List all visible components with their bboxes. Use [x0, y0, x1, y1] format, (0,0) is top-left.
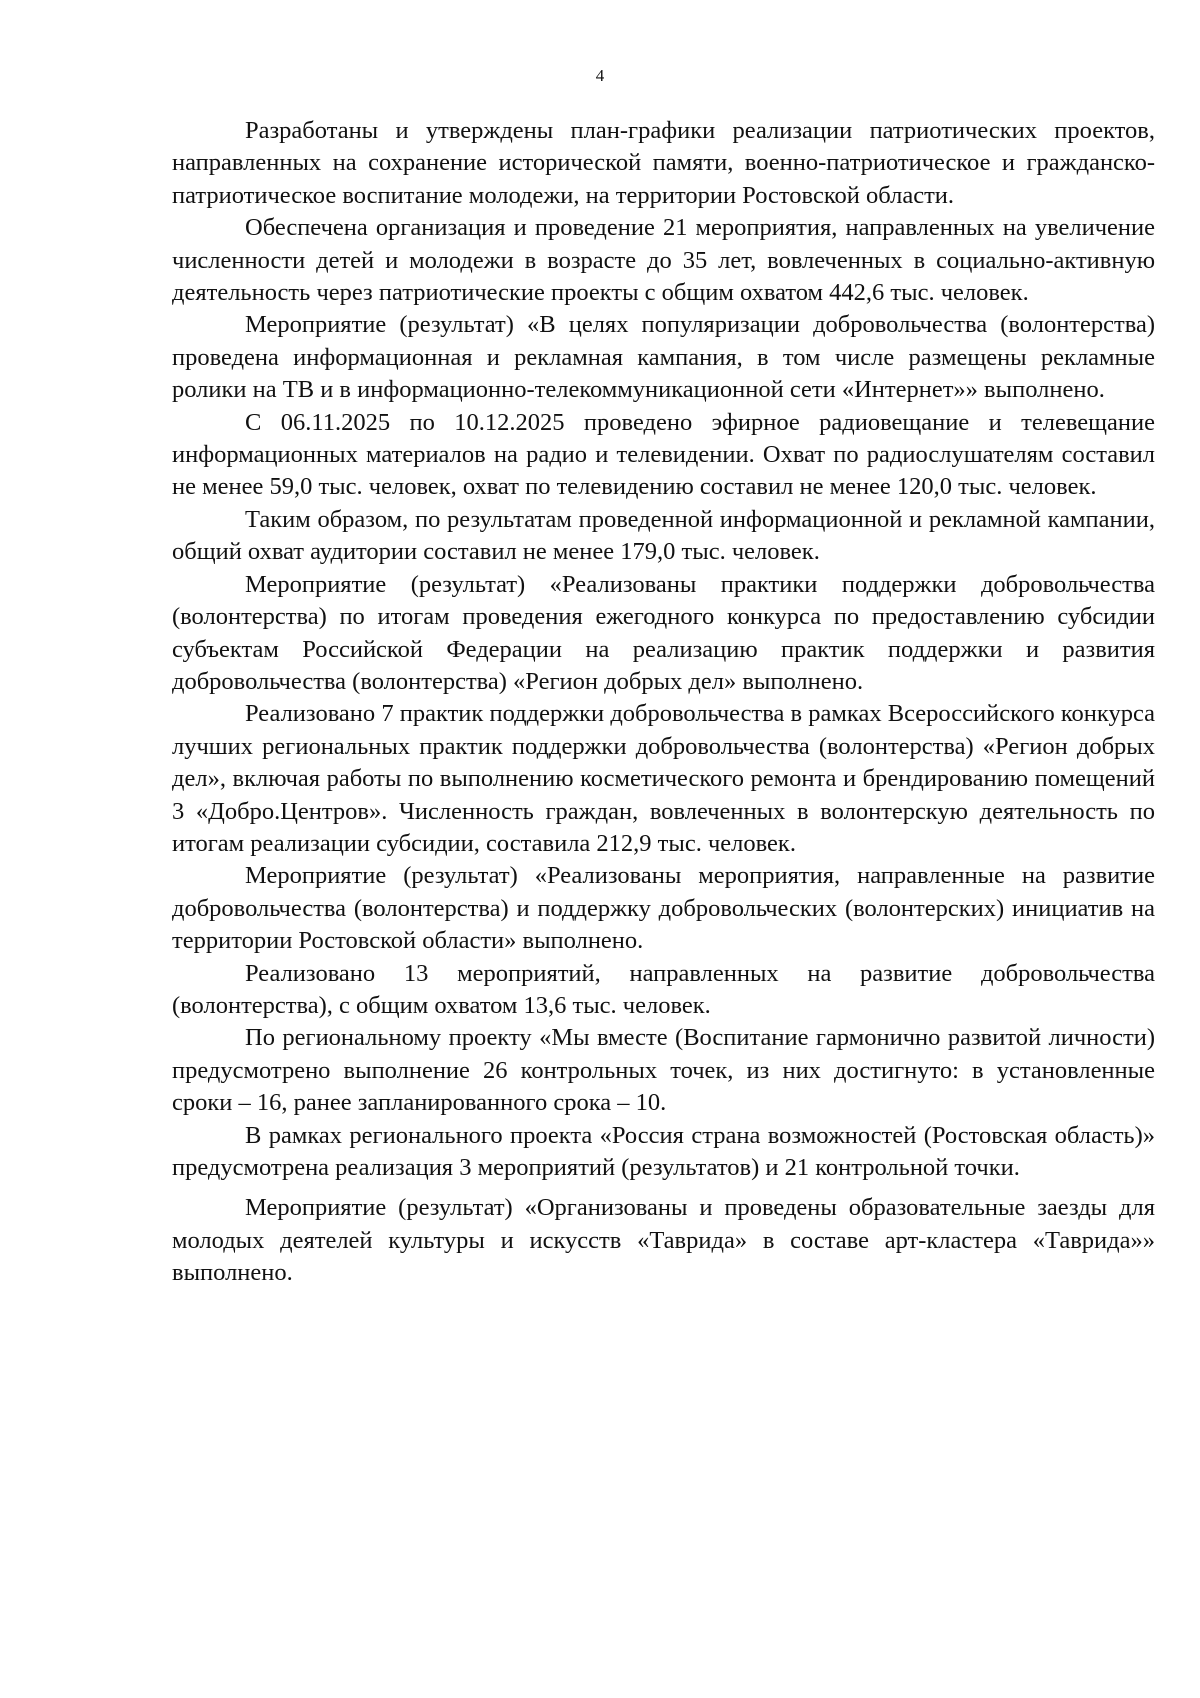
page-number: 4 — [595, 66, 605, 85]
paragraph-broadcasting: С 06.11.2025 по 10.12.2025 проведено эфирное радиовещание и телевещание информационных материалов на радио и телевидении. Охват по радиослушателям составил не менее 59,0 тыс. человек, охват по телевидению составил не менее 120,0 тыс. человек. — [172, 408, 1155, 501]
paragraph-audience-total: Таким образом, по результатам проведенной информационной и рекламной кампании, общий охват аудитории составил не менее 179,0 тыс. человек. — [172, 505, 1155, 566]
paragraph-volunteer-practices: Мероприятие (результат) «Реализованы практики поддержки добровольчества (волонтерства) по итогам проведения ежегодного конкурса по предоставлению субсидии субъектам Российской Федерации на реализацию практик поддержки и развития добровольчества (волонтерства) «Регион добрых дел» выполнено. — [172, 570, 1155, 695]
paragraph-my-vmeste: По региональному проекту «Мы вместе (Воспитание гармонично развитой личности) предусмотрено выполнение 26 контрольных точек, из них достигнуто: в установленные сроки – 16, ранее запланированного срока – 10. — [172, 1024, 1155, 1117]
paragraph-7-practices: Реализовано 7 практик поддержки добровольчества в рамках Всероссийского конкурса лучших региональных практик поддержки добровольчества (волонтерства) «Регион добрых дел», включая работы по выполнению косметического ремонта и брендированию помещений 3 «Добро.Центров». Численность граждан, вовлеченных в волонтерскую деятельность по итогам реализации субсидии, составила 212,9 тыс. человек. — [172, 700, 1155, 857]
paragraph-events-21: Обеспечена организация и проведение 21 мероприятия, направленных на увеличение численности детей и молодежи в возрасте до 35 лет, вовлеченных в социально-активную деятельность через патриотические проекты с общим охватом 442,6 тыс. человек. — [172, 214, 1155, 307]
paragraph-13-events: Реализовано 13 мероприятий, направленных на развитие добровольчества (волонтерства), с общим охватом 13,6 тыс. человек. — [172, 959, 1155, 1019]
paragraph-russia-opportunities: В рамках регионального проекта «Россия страна возможностей (Ростовская область)» предусмотрена реализация 3 мероприятий (результатов) и 21 контрольной точки. — [172, 1121, 1155, 1181]
paragraph-tavrida: Мероприятие (результат) «Организованы и проведены образовательные заезды для молодых деятелей культуры и искусств «Таврида» в составе арт-кластера «Таврида»» выполнено. — [172, 1194, 1155, 1287]
document-body — [172, 115, 1155, 1290]
paragraph-volunteer-initiatives: Мероприятие (результат) «Реализованы мероприятия, направленные на развитие добровольчества (волонтерства) и поддержку добровольческих (волонтерских) инициатив на территории Ростовской области» выполнено. — [172, 862, 1155, 955]
paragraph-volunteer-campaign: Мероприятие (результат) «В целях популяризации добровольчества (волонтерства) проведена информационная и рекламная кампания, в том числе размещены рекламные ролики на ТВ и в информационно-телекоммуникационной сети «Интернет»» выполнено. — [172, 311, 1155, 404]
paragraph-patriotic-projects: Разработаны и утверждены план-графики реализации патриотических проектов, направленных на сохранение исторической памяти, военно-патриотическое и гражданско-патриотическое воспитание молодежи, на территории Ростовской области. — [172, 117, 1155, 209]
